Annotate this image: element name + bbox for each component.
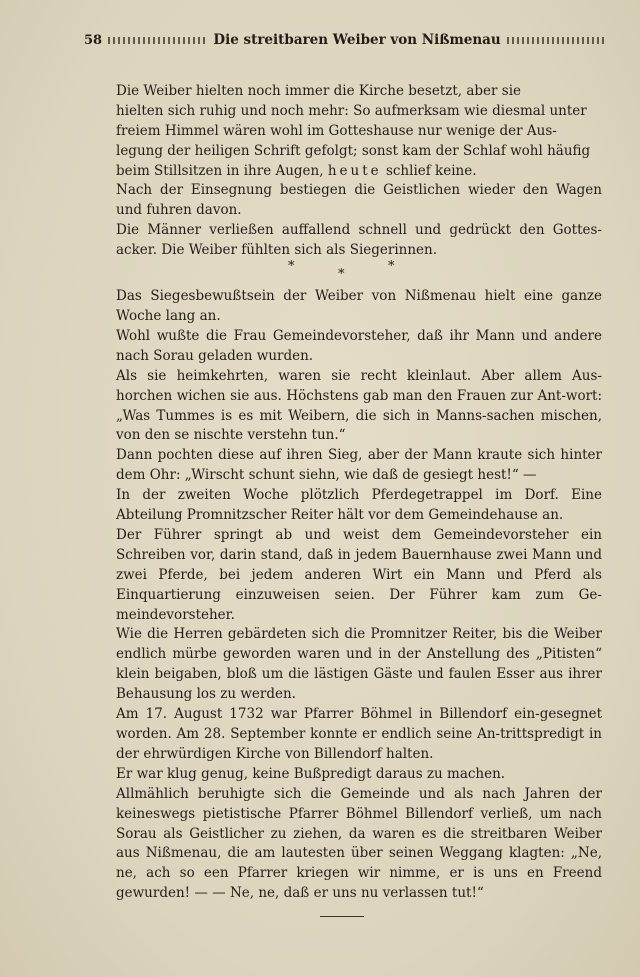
text-line: hielten sich ruhig und noch mehr: So aufmerksam wie diesmal unter	[116, 102, 587, 119]
paragraph: In der zweiten Woche plötzlich Pferdegetrappel im Dorf. Eine Abteilung Promnitzscher Reiter hält vor dem Gemeindehause an.	[116, 487, 602, 524]
paragraph: Nach der Einsegnung bestiegen die Geistlichen wieder den Wagen und fuhren davon.	[116, 182, 602, 219]
text-line	[116, 162, 602, 182]
emphasized-word: heute	[327, 162, 382, 179]
text-line: legung der heiligen Schrift gefolgt; sonst kam der Schlaf wohl häufig	[116, 142, 591, 159]
paragraph: Er war klug genug, keine Bußpredigt daraus zu machen.	[116, 765, 506, 782]
header-ornament-left	[108, 37, 207, 44]
paragraph: Die Männer verließen auffallend schnell und gedrückt den Gottes-acker. Die Weiber fühlten sich als Siegerinnen.	[116, 222, 602, 259]
paragraph: Wie die Herren gebärdeten sich die Promnitzer Reiter, bis die Weiber endlich mürbe geworden waren und in der Anstellung des „Pitisten“ klein beigaben, bloß um die lästigen Gäste und faulen Esser aus ihrer Behausung los zu werden.	[116, 626, 602, 703]
section-asterism	[116, 257, 602, 287]
text-line: Die Weiber hielten noch immer die Kirche besetzt, aber sie	[116, 82, 522, 99]
end-rule	[320, 916, 364, 917]
paragraph: Am 17. August 1732 war Pfarrer Böhmel in Billendorf ein-gesegnet worden. Am 28. September konnte er endlich seine An-trittspredigt in der ehrwürdigen Kirche von Billendorf halten.	[116, 706, 602, 762]
asterisk: *	[288, 259, 295, 275]
paragraph: Als sie heimkehrten, waren sie recht kleinlaut. Aber allem Aus-horchen wichen sie aus. Höchstens gab man den Frauen zur Ant-wort: „Was Tummes is es mit Weibern, die sich in Manns-sachen mischen, von den se nischte verstehn tun.“	[116, 367, 602, 444]
paragraph: Der Führer springt ab und weist dem Gemeindevorsteher ein Schreiben vor, darin stand, daß in jedem Bauernhause zwei Mann und zwei Pferde, bei jedem anderen Wirt ein Mann und Pferd als Einquartierung einzuweisen seien. Der Führer kam zum Ge-meindevorsteher.	[116, 526, 602, 623]
asterisk: *	[338, 267, 345, 283]
paragraph: Wohl wußte die Frau Gemeindevorsteher, daß ihr Mann und andere nach Sorau geladen wurden.	[116, 327, 602, 364]
page-number: 58	[84, 32, 103, 48]
page-header	[84, 30, 606, 50]
paragraph: Das Siegesbewußtsein der Weiber von Nißmenau hielt eine ganze Woche lang an.	[116, 288, 602, 324]
paragraph-1-lines	[116, 82, 602, 182]
paragraph: Dann pochten diese auf ihren Sieg, aber der Mann kraute sich hinter dem Ohr: „Wirscht schunt siehn, wie daß de gesiegt hest!“ —	[116, 447, 602, 484]
text-segment: beim Stillsitzen in ihre Augen,	[116, 162, 324, 179]
running-title: Die streitbaren Weiber von Nißmenau	[213, 32, 501, 48]
paragraph: Allmählich beruhigte sich die Gemeinde und als nach Jahren der keineswegs pietistische Pfarrer Böhmel Billendorf verließ, um nach Sorau als Geistlicher zu ziehen, da waren es die streitbaren Weiber aus Nißmenau, die am lautesten über seinen Weggang klagten: „Ne, ne, ach so een Pfarrer kriegen wir nimme, er is uns en Freend gewurden! — — Ne, ne, daß er uns nu verlassen tut!“	[116, 785, 602, 902]
asterisk: *	[388, 259, 395, 275]
text-line: freiem Himmel wären wohl im Gotteshause nur wenige der Aus-	[116, 122, 557, 139]
header-ornament-right	[507, 37, 606, 44]
paragraph-1	[116, 62, 602, 82]
page-body	[116, 62, 602, 917]
text-segment: schlief keine.	[385, 162, 477, 179]
